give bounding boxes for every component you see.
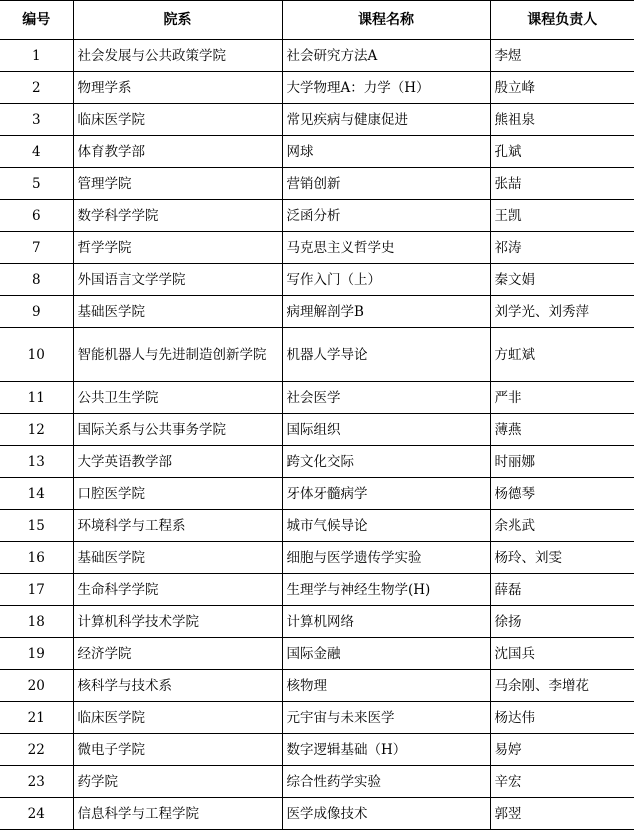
header-row — [0, 1, 634, 40]
row-number: 17 — [0, 574, 73, 606]
course-name-cell: 计算机网络 — [282, 606, 490, 638]
course-lead-cell: 王凯 — [490, 200, 634, 232]
row-number: 21 — [0, 702, 73, 734]
course-name-cell: 社会医学 — [282, 382, 490, 414]
table-row — [0, 264, 634, 296]
header-number: 编号 — [0, 1, 73, 40]
table-row — [0, 414, 634, 446]
row-number: 5 — [0, 168, 73, 200]
course-lead-cell: 马余刚、李增花 — [490, 670, 634, 702]
course-lead-cell: 孔斌 — [490, 136, 634, 168]
department-cell: 信息科学与工程学院 — [73, 798, 282, 830]
department-cell: 哲学学院 — [73, 232, 282, 264]
row-number: 3 — [0, 104, 73, 136]
table-row — [0, 798, 634, 830]
table-row — [0, 382, 634, 414]
table-row — [0, 766, 634, 798]
table-row — [0, 670, 634, 702]
course-lead-cell: 秦文娟 — [490, 264, 634, 296]
row-number: 15 — [0, 510, 73, 542]
course-lead-cell: 薛磊 — [490, 574, 634, 606]
department-cell: 国际关系与公共事务学院 — [73, 414, 282, 446]
department-cell: 基础医学院 — [73, 296, 282, 328]
department-cell: 公共卫生学院 — [73, 382, 282, 414]
course-name-cell: 生理学与神经生物学(H) — [282, 574, 490, 606]
course-lead-cell: 熊祖泉 — [490, 104, 634, 136]
row-number: 8 — [0, 264, 73, 296]
course-name-cell: 城市气候导论 — [282, 510, 490, 542]
table-row — [0, 40, 634, 72]
course-lead-cell: 殷立峰 — [490, 72, 634, 104]
department-cell: 核科学与技术系 — [73, 670, 282, 702]
department-cell: 口腔医学院 — [73, 478, 282, 510]
table-row — [0, 200, 634, 232]
table-row — [0, 542, 634, 574]
course-lead-cell: 徐扬 — [490, 606, 634, 638]
department-cell: 体育教学部 — [73, 136, 282, 168]
course-lead-cell: 刘学光、刘秀萍 — [490, 296, 634, 328]
row-number: 9 — [0, 296, 73, 328]
course-name-cell: 综合性药学实验 — [282, 766, 490, 798]
course-lead-cell: 祁涛 — [490, 232, 634, 264]
course-name-cell: 机器人学导论 — [282, 328, 490, 382]
table-row — [0, 478, 634, 510]
course-lead-cell: 张喆 — [490, 168, 634, 200]
course-lead-cell: 薄燕 — [490, 414, 634, 446]
table-row — [0, 328, 634, 382]
table-body — [0, 40, 634, 830]
course-lead-cell: 易婷 — [490, 734, 634, 766]
course-lead-cell: 郭翌 — [490, 798, 634, 830]
row-number: 16 — [0, 542, 73, 574]
course-name-cell: 医学成像技术 — [282, 798, 490, 830]
department-cell: 生命科学学院 — [73, 574, 282, 606]
course-lead-cell: 余兆武 — [490, 510, 634, 542]
course-name-cell: 国际组织 — [282, 414, 490, 446]
department-cell: 物理学系 — [73, 72, 282, 104]
row-number: 11 — [0, 382, 73, 414]
course-lead-cell: 辛宏 — [490, 766, 634, 798]
course-name-cell: 数字逻辑基础（H） — [282, 734, 490, 766]
row-number: 13 — [0, 446, 73, 478]
table-row — [0, 232, 634, 264]
course-lead-cell: 杨德琴 — [490, 478, 634, 510]
row-number: 14 — [0, 478, 73, 510]
course-lead-cell: 杨达伟 — [490, 702, 634, 734]
header-course-name: 课程名称 — [282, 1, 490, 40]
course-name-cell: 马克思主义哲学史 — [282, 232, 490, 264]
row-number: 19 — [0, 638, 73, 670]
course-name-cell: 国际金融 — [282, 638, 490, 670]
course-name-cell: 常见疾病与健康促进 — [282, 104, 490, 136]
table-row — [0, 606, 634, 638]
department-cell: 管理学院 — [73, 168, 282, 200]
row-number: 2 — [0, 72, 73, 104]
course-name-cell: 大学物理A：力学（H） — [282, 72, 490, 104]
department-cell: 数学科学学院 — [73, 200, 282, 232]
table-row — [0, 510, 634, 542]
course-name-cell: 跨文化交际 — [282, 446, 490, 478]
row-number: 7 — [0, 232, 73, 264]
department-cell: 药学院 — [73, 766, 282, 798]
table-row — [0, 104, 634, 136]
department-cell: 智能机器人与先进制造创新学院 — [73, 328, 282, 382]
table-row — [0, 702, 634, 734]
row-number: 10 — [0, 328, 73, 382]
course-lead-cell: 方虹斌 — [490, 328, 634, 382]
department-cell: 微电子学院 — [73, 734, 282, 766]
table-row — [0, 296, 634, 328]
course-name-cell: 社会研究方法A — [282, 40, 490, 72]
course-name-cell: 营销创新 — [282, 168, 490, 200]
course-name-cell: 牙体牙髓病学 — [282, 478, 490, 510]
course-lead-cell: 李煜 — [490, 40, 634, 72]
course-lead-cell: 沈国兵 — [490, 638, 634, 670]
row-number: 23 — [0, 766, 73, 798]
row-number: 4 — [0, 136, 73, 168]
department-cell: 计算机科学技术学院 — [73, 606, 282, 638]
course-name-cell: 元宇宙与未来医学 — [282, 702, 490, 734]
row-number: 20 — [0, 670, 73, 702]
department-cell: 环境科学与工程系 — [73, 510, 282, 542]
course-name-cell: 细胞与医学遗传学实验 — [282, 542, 490, 574]
department-cell: 外国语言文学学院 — [73, 264, 282, 296]
course-lead-cell: 杨玲、刘雯 — [490, 542, 634, 574]
row-number: 6 — [0, 200, 73, 232]
course-name-cell: 网球 — [282, 136, 490, 168]
course-name-cell: 写作入门（上） — [282, 264, 490, 296]
table-row — [0, 574, 634, 606]
department-cell: 临床医学院 — [73, 104, 282, 136]
table-row — [0, 638, 634, 670]
course-name-cell: 核物理 — [282, 670, 490, 702]
table-row — [0, 168, 634, 200]
department-cell: 临床医学院 — [73, 702, 282, 734]
row-number: 12 — [0, 414, 73, 446]
course-name-cell: 泛函分析 — [282, 200, 490, 232]
course-name-cell: 病理解剖学B — [282, 296, 490, 328]
course-lead-cell: 严非 — [490, 382, 634, 414]
row-number: 22 — [0, 734, 73, 766]
row-number: 24 — [0, 798, 73, 830]
department-cell: 大学英语教学部 — [73, 446, 282, 478]
row-number: 1 — [0, 40, 73, 72]
row-number: 18 — [0, 606, 73, 638]
header-course-lead: 课程负责人 — [490, 1, 634, 40]
department-cell: 经济学院 — [73, 638, 282, 670]
header-department: 院系 — [73, 1, 282, 40]
department-cell: 社会发展与公共政策学院 — [73, 40, 282, 72]
course-lead-cell: 时丽娜 — [490, 446, 634, 478]
department-cell: 基础医学院 — [73, 542, 282, 574]
table-row — [0, 734, 634, 766]
table-row — [0, 446, 634, 478]
table-row — [0, 136, 634, 168]
table-row — [0, 72, 634, 104]
